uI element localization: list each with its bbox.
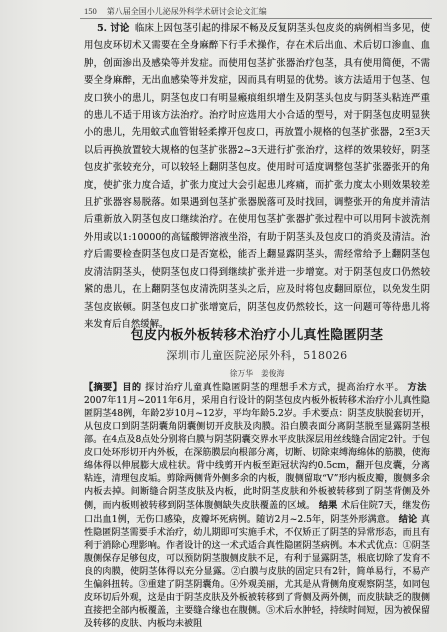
abstract	[84, 381, 430, 632]
author-name: 徐万华	[229, 369, 253, 378]
discussion-heading: 5. 讨论	[97, 23, 130, 34]
discussion-paragraph	[84, 20, 430, 333]
discussion-text: 临床上因包茎引起的排尿不畅及反复阴茎头包皮炎的病例相当多见，使用包皮环切术又需要在全身麻醉下行手术操作，存在术后出血、术后切口渗血、血肿，创面渗出及感染等并发症。而使用包茎扩张器治疗包茎，具有使用简便，不需要全身麻醉，无出血感染等并发症，因而具有明显的优势。该方法适用于包茎、包皮口狭小的患儿，阴茎包皮口有明显瘢痕组织增生及阴茎头包皮与阴茎头粘连严重的患儿不适于用该方法治疗。治疗时应选用大小合适的型号，对于阴茎包皮明显狭小的患儿，先用蚊式血管钳轻柔撑开包皮口，再放置小规格的包茎扩张器，2至3天以后再换放置较大规格的包茎扩张器2~3天进行扩张治疗，这样的效果较好，阴茎包皮扩张较充分，可以较轻上翻阴茎包皮。使用时可适度调整包茎扩张器张开的角度，使扩张力度合适，扩张力度过大会引起患儿疼痛，而扩张力度太小则效果较差且扩张器容易脱落。如果遇到包茎扩张器脱落可及时找回，调整张开的角度并清洁后重新放入阴茎包皮口继续治疗。在使用包茎扩张器扩张过程中可以用阿卡波洗剂外用或以1:10000的高锰酸钾溶液坐浴，有助于阴茎头及包皮口的消炎及清洁。治疗后需要检查阴茎包皮口是否宽松，能否上翻显露阴茎头，需经常给予上翻阴茎包皮清洁阴茎头，使阴茎包皮口得到继续扩张并进一步增宽。对于阴茎包皮口仍然较紧的患儿，在上翻阴茎包皮清洗阴茎头之后，应及时将包皮翻回原位，以免发生阴茎包皮嵌顿。阴茎包皮口扩张增宽后，阴茎包皮仍然较长，这一问题可等待患儿将来发育后自然缓解。	[84, 23, 430, 330]
abstract-heading-results: 结果	[318, 500, 338, 511]
article-title: 包皮内板外板转移术治疗小儿真性隐匿阴茎	[130, 328, 384, 343]
running-title: 第八届全国小儿泌尿外科学术研讨会论文汇编	[106, 7, 267, 16]
abstract-text-purpose: 探讨治疗儿童真性隐匿阴茎的理想手术方式，提高治疗水平。	[145, 383, 405, 393]
abstract-heading-purpose: 目的	[122, 382, 142, 393]
abstract-text-conclusion: 真性隐匿阴茎需要手术治疗，幼儿期即可实施手术，不仅矫正了阴茎的异常形态，而且有利于消除心理影响。作者设计的这一术式适合真性隐匿阴茎病例。本术式优点：①阴茎腹侧保存足够包皮，可以预防阴茎腹侧皮肤不足，有利于显露阴茎，根底切除了发育不良的肉膜，使阴茎体得以充分显露。②白膜与皮肤的固定只有2针，简单易行，不易产生偏斜扭转。③重建了阴茎阴囊角。④外观美丽，尤其是从背侧角度观察阴茎，如同包皮环切后外观，这是由于阴茎皮肤及外板被转移到了背侧及两外侧，而皮肤缺乏的腹侧直接把全部内板覆盖，主要缝合缘也在腹侧。⑤术后水肿轻，持续时间短，因为被保留及转移的皮肤、内板均未被阻	[84, 515, 430, 629]
abstract-heading-conclusion: 结论	[398, 514, 418, 525]
article-authors	[84, 369, 430, 379]
author-name: 姜俊海	[261, 369, 285, 378]
abstract-text-methods: 2007年11月~2011年6月，采用自行设计的阴茎包皮内板外板转移术治疗小儿真性隐匿阴茎48例，年龄2岁10月~12岁，平均年龄5.2岁。手术要点：阴茎皮肤脱套切开，从包皮口到阴茎阴囊角阴囊侧切开皮肤及肉膜。沿白膜表面分离阴茎脱至显露阴茎根部。在4点及8点处分别将白膜与阴茎阴囊交界水平皮肤深层用丝线缝合固定2针。于包皮口处环形切开内外板，在深筋膜层向根部分离，切断、切除束缚海绵体的筋膜，使海绵体得以伸展膨大成柱状。背中线剪开内板至距冠状沟约0.5cm，翻开包皮囊，分离粘连，清理包皮垢。剪除两侧背外侧多余的内板，腹侧留取“V”形内板皮瓣，腹侧多余内板去掉。间断缝合阴茎皮肤及内板，此时阴茎皮肤和外板被转移到了阴茎背侧及外侧，而内板则被转移到阴茎体腹侧缺失皮肤覆盖的区域。	[84, 396, 430, 511]
article-affiliation: 深圳市儿童医院泌尿外科，518026	[166, 349, 348, 362]
page-number: 150	[84, 6, 97, 16]
abstract-label: 【摘要】	[84, 382, 123, 393]
running-header	[84, 6, 430, 17]
abstract-text-results: 术后住院7天，继发伤口出血1例，无伤口感染，皮瓣坏死病例。随访2月~2.5年，阴茎外形满意。	[84, 501, 430, 525]
abstract-heading-methods: 方法	[407, 382, 427, 393]
header-rule	[80, 18, 432, 19]
